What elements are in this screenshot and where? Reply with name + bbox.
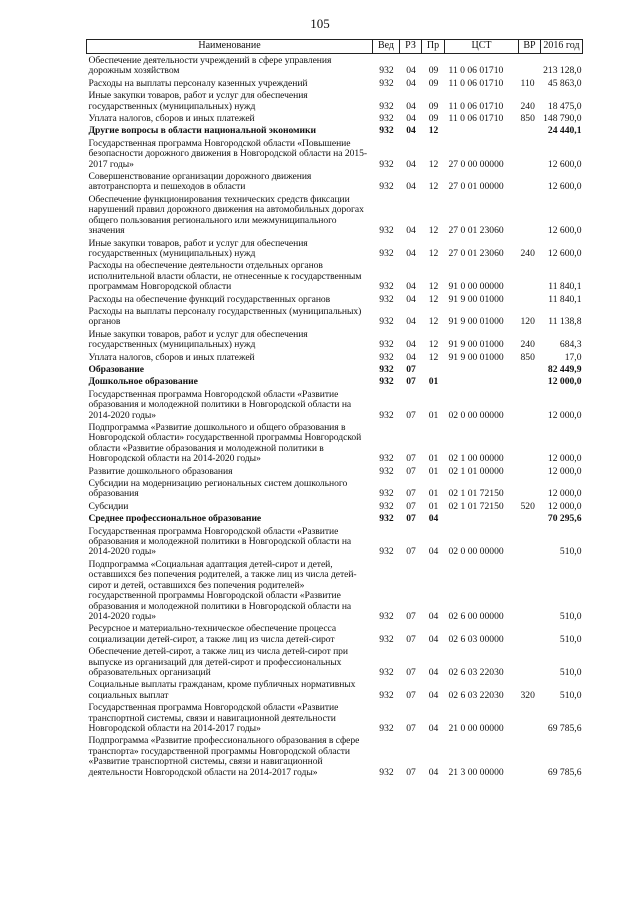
cell-cst: 27 0 01 00000 — [448, 181, 504, 193]
table-row — [87, 513, 583, 525]
cell-ved: 932 — [379, 158, 394, 170]
cell-cst: 02 1 01 72150 — [448, 488, 504, 500]
cell-vr — [519, 54, 541, 78]
table-row — [87, 376, 583, 388]
table-row — [87, 478, 583, 501]
cell-cst: 91 9 00 01000 — [448, 339, 504, 351]
cell-name: Расходы на обеспечение функций государственных органов — [88, 293, 331, 305]
table-row — [87, 113, 583, 125]
cell-sum: 18 475,0 — [547, 100, 582, 112]
table-row — [87, 78, 583, 90]
cell-sum: 12 000,0 — [547, 376, 582, 388]
cell-ved: 932 — [379, 465, 394, 477]
cell-cst: 91 9 00 01000 — [448, 316, 504, 328]
cell-vr — [519, 138, 541, 171]
cell-vr — [519, 623, 541, 646]
cell-rz: 04 — [406, 293, 416, 305]
cell-ved: 932 — [379, 363, 394, 375]
cell-cst: 02 1 01 72150 — [448, 500, 504, 512]
cell-ved: 932 — [379, 376, 394, 388]
cell-vr — [519, 194, 541, 238]
cell-pr: 09 — [428, 113, 439, 125]
cell-pr: 12 — [428, 125, 439, 137]
table-row — [87, 54, 583, 78]
cell-ved: 932 — [379, 500, 394, 512]
cell-name: Расходы на выплаты персоналу государственных (муниципальных) органов — [88, 305, 362, 328]
cell-name: Расходы на обеспечение деятельности отдельных органов исполнительной власти области, не отнесенные к государственным программам Новгородской области — [88, 260, 362, 293]
cell-pr: 09 — [428, 65, 439, 77]
cell-rz: 07 — [406, 766, 416, 778]
cell-ved: 932 — [379, 722, 394, 734]
cell-sum: 45 863,0 — [547, 77, 582, 89]
cell-sum: 11 138,8 — [548, 316, 582, 328]
cell-rz: 07 — [406, 453, 416, 465]
cell-pr: 12 — [428, 316, 439, 328]
cell-sum: 12 000,0 — [547, 453, 582, 465]
cell-ved: 932 — [379, 339, 394, 351]
cell-cst: 11 0 06 01710 — [448, 77, 504, 89]
cell-vr — [519, 376, 541, 388]
cell-name: Обеспечение функционирования технических средств фиксации нарушений правил дорожного движения на автомобильных дорогах общего пользования регионального или межмуниципального значения — [88, 193, 364, 237]
cell-name: Иные закупки товаров, работ и услуг для обеспечения государственных (муниципальных) нужд — [88, 328, 308, 351]
cell-name: Подпрограмма «Развитие профессионального образования в сфере транспорта» государственной программы Новгородской области «Развитие транспортной системы, связи и навигационной деятельности Новгородской области на 2014-2017 годы» — [88, 735, 360, 778]
cell-rz: 04 — [406, 225, 416, 237]
cell-pr: 12 — [428, 281, 439, 293]
cell-name: Образование — [88, 363, 144, 375]
cell-pr: 12 — [428, 181, 439, 193]
cell-pr: 12 — [428, 293, 439, 305]
cell-vr — [519, 466, 541, 478]
cell-ved: 932 — [379, 77, 394, 89]
cell-pr: 04 — [428, 546, 439, 558]
cell-cst: 02 1 01 00000 — [448, 465, 504, 477]
cell-name: Иные закупки товаров, работ и услуг для обеспечения государственных (муниципальных) нужд — [88, 237, 308, 259]
cell-rz: 04 — [406, 351, 416, 363]
cell-sum: 510,0 — [559, 689, 582, 701]
cell-cst: 91 9 00 01000 — [448, 293, 504, 305]
cell-name: Обеспечение детей-сирот, а также лиц из числа детей-сирот при выпуске из организаций для детей-сирот и профессиональных образовательных организаций — [88, 646, 349, 678]
table-row — [87, 294, 583, 306]
table-row — [87, 623, 583, 646]
cell-name: Совершенствование организации дорожного движения автотранспорта и пешеходов в области — [88, 171, 312, 193]
cell-pr: 09 — [428, 77, 439, 89]
cell-cst: 11 0 06 01710 — [448, 65, 504, 77]
table-row — [87, 466, 583, 478]
cell-vr: 240 — [520, 100, 535, 112]
cell-ved: 932 — [379, 610, 394, 622]
cell-sum: 510,0 — [559, 546, 582, 558]
cell-ved: 932 — [379, 281, 394, 293]
cell-rz: 07 — [406, 376, 416, 388]
cell-rz: 04 — [406, 158, 416, 170]
cell-sum: 82 449,9 — [547, 363, 582, 375]
cell-rz: 07 — [406, 513, 416, 525]
cell-rz: 07 — [406, 610, 416, 622]
cell-cst: 02 6 03 22030 — [448, 666, 504, 678]
cell-pr: 01 — [428, 376, 439, 388]
cell-ved: 932 — [379, 125, 394, 137]
cell-sum: 69 785,6 — [547, 722, 582, 734]
table-row — [87, 125, 583, 137]
table-row — [87, 559, 583, 623]
cell-vr: 850 — [520, 113, 535, 125]
cell-name: Другие вопросы в области национальной экономики — [88, 125, 316, 137]
header-pr: Пр — [422, 40, 445, 54]
cell-sum: 12 000,0 — [547, 409, 582, 421]
table-row — [87, 364, 583, 376]
cell-rz: 07 — [406, 500, 416, 512]
cell-rz: 04 — [406, 125, 416, 137]
cell-name: Государственная программа Новгородской области «Повышение безопасности дорожного движения в Новгородской области на 2015-2017 годы» — [88, 137, 367, 170]
cell-name: Дошкольное образование — [88, 376, 198, 388]
cell-name: Субсидии — [88, 500, 129, 512]
cell-vr: 120 — [520, 316, 535, 328]
cell-pr: 01 — [428, 465, 439, 477]
budget-table — [86, 39, 583, 779]
table-row — [87, 138, 583, 171]
cell-cst — [445, 125, 519, 137]
table-row — [87, 238, 583, 261]
cell-sum: 12 600,0 — [547, 181, 582, 193]
cell-sum: 684,3 — [559, 339, 582, 351]
cell-rz: 04 — [406, 113, 416, 125]
cell-name: Иные закупки товаров, работ и услуг для обеспечения государственных (муниципальных) нужд — [88, 90, 308, 112]
header-name: Наименование — [87, 40, 373, 54]
cell-ved: 932 — [379, 633, 394, 645]
cell-ved: 932 — [379, 293, 394, 305]
cell-cst: 11 0 06 01710 — [448, 113, 504, 125]
cell-vr: 240 — [520, 339, 535, 351]
budget-table-container — [86, 39, 582, 779]
cell-ved: 932 — [379, 247, 394, 259]
cell-cst: 02 6 03 00000 — [448, 633, 504, 645]
cell-sum: 11 840,1 — [548, 281, 582, 293]
cell-pr: 12 — [428, 225, 439, 237]
cell-cst: 02 6 03 22030 — [448, 689, 504, 701]
cell-ved: 932 — [379, 316, 394, 328]
cell-cst: 27 0 01 23060 — [448, 247, 504, 259]
cell-rz: 04 — [406, 339, 416, 351]
cell-cst: 27 0 01 23060 — [448, 225, 504, 237]
cell-ved: 932 — [379, 766, 394, 778]
table-row — [87, 260, 583, 293]
cell-ved: 932 — [379, 513, 394, 525]
cell-pr: 12 — [428, 351, 439, 363]
cell-pr: 12 — [428, 158, 439, 170]
table-row — [87, 329, 583, 352]
cell-pr: 01 — [428, 500, 439, 512]
table-row — [87, 90, 583, 113]
cell-rz: 07 — [406, 546, 416, 558]
cell-rz: 07 — [406, 633, 416, 645]
cell-pr: 01 — [428, 488, 439, 500]
cell-vr — [519, 260, 541, 293]
cell-name: Уплата налогов, сборов и иных платежей — [88, 351, 255, 363]
cell-sum: 148 790,0 — [543, 113, 582, 125]
cell-name: Подпрограмма «Социальная адаптация детей-сирот и детей, оставшихся без попечения родителей, а также лиц из числа детей-сирот и детей, оставшихся без попечения родителей» государственной программы Новгородской области «Развитие образования и молодежной политики в Новгородской области на 2014-2020 годы» — [88, 558, 357, 622]
cell-rz: 07 — [406, 689, 416, 701]
cell-sum: 69 785,6 — [547, 766, 582, 778]
table-row — [87, 389, 583, 422]
cell-vr — [519, 513, 541, 525]
cell-ved: 932 — [379, 666, 394, 678]
cell-vr — [519, 646, 541, 679]
cell-sum: 12 000,0 — [547, 500, 582, 512]
cell-sum: 12 600,0 — [547, 225, 582, 237]
cell-sum: 12 000,0 — [547, 488, 582, 500]
cell-vr: 850 — [520, 351, 535, 363]
cell-vr — [519, 526, 541, 559]
cell-pr — [422, 364, 445, 376]
cell-cst: 91 9 00 01000 — [448, 351, 504, 363]
page-number: 105 — [310, 16, 330, 31]
cell-rz: 07 — [406, 488, 416, 500]
cell-name: Среднее профессиональное образование — [88, 513, 262, 525]
table-row — [87, 679, 583, 702]
cell-cst — [445, 513, 519, 525]
cell-name: Государственная программа Новгородской области «Развитие образования и молодежной политики в Новгородской области на 2014-2020 годы» — [88, 388, 352, 421]
cell-name: Расходы на выплаты персоналу казенных учреждений — [88, 77, 308, 89]
cell-vr: 240 — [520, 247, 535, 259]
cell-pr: 04 — [428, 610, 439, 622]
cell-name: Социальные выплаты гражданам, кроме публичных нормативных социальных выплат — [88, 679, 356, 701]
cell-cst: 02 6 00 00000 — [448, 610, 504, 622]
cell-name: Обеспечение деятельности учреждений в сфере управления дорожным хозяйством — [88, 55, 332, 77]
cell-sum: 17,0 — [564, 351, 582, 363]
cell-rz: 04 — [406, 181, 416, 193]
cell-sum: 213 128,0 — [543, 65, 582, 77]
table-row — [87, 646, 583, 679]
cell-pr: 09 — [428, 100, 439, 112]
cell-sum: 510,0 — [559, 633, 582, 645]
cell-pr: 04 — [428, 513, 439, 525]
cell-rz: 04 — [406, 247, 416, 259]
cell-cst: 11 0 06 01710 — [448, 100, 504, 112]
cell-vr: 320 — [520, 689, 535, 701]
cell-sum: 12 600,0 — [547, 158, 582, 170]
cell-name: Уплата налогов, сборов и иных платежей — [88, 113, 255, 125]
cell-pr: 04 — [428, 722, 439, 734]
cell-sum: 11 840,1 — [548, 293, 582, 305]
cell-vr — [519, 125, 541, 137]
cell-ved: 932 — [379, 65, 394, 77]
cell-ved: 932 — [379, 546, 394, 558]
cell-ved: 932 — [379, 225, 394, 237]
cell-cst: 21 0 00 00000 — [448, 722, 504, 734]
table-row — [87, 306, 583, 329]
table-row — [87, 352, 583, 364]
cell-rz: 07 — [406, 409, 416, 421]
cell-cst — [445, 376, 519, 388]
cell-sum: 12 600,0 — [547, 247, 582, 259]
cell-sum: 70 295,6 — [547, 513, 582, 525]
cell-cst: 02 1 00 00000 — [448, 453, 504, 465]
cell-vr — [519, 389, 541, 422]
cell-pr: 01 — [428, 453, 439, 465]
cell-pr: 04 — [428, 766, 439, 778]
cell-name: Государственная программа Новгородской области «Развитие образования и молодежной политики в Новгородской области на 2014-2020 годы» — [88, 525, 352, 558]
table-row — [87, 735, 583, 779]
cell-vr — [519, 364, 541, 376]
cell-name: Государственная программа Новгородской области «Развитие транспортной системы, связи и навигационной деятельности Новгородской области на 2014-2017 годы» — [88, 702, 339, 734]
cell-pr: 12 — [428, 247, 439, 259]
cell-pr: 04 — [428, 689, 439, 701]
cell-pr: 01 — [428, 409, 439, 421]
table-row — [87, 702, 583, 735]
cell-rz: 07 — [406, 722, 416, 734]
cell-name: Развитие дошкольного образования — [88, 465, 233, 477]
cell-vr — [519, 478, 541, 501]
cell-pr: 12 — [428, 339, 439, 351]
header-rz: РЗ — [400, 40, 422, 54]
cell-vr — [519, 171, 541, 194]
cell-name: Подпрограмма «Развитие дошкольного и общего образования в Новгородской области» государственной программы Новгородской области «Развитие образования и молодежной политики в Новгородской области на 2014-2020 годы» — [88, 422, 362, 465]
header-ved: Вед — [373, 40, 400, 54]
cell-ved: 932 — [379, 453, 394, 465]
cell-name: Субсидии на модернизацию региональных систем дошкольного образования — [88, 478, 348, 500]
cell-name: Ресурсное и материально-техническое обеспечение процесса социализации детей-сирот, а также лиц из числа детей-сирот — [88, 623, 337, 645]
table-row — [87, 422, 583, 466]
cell-sum: 24 440,1 — [547, 125, 582, 137]
table-row — [87, 194, 583, 238]
cell-sum: 510,0 — [559, 666, 582, 678]
cell-cst: 27 0 00 00000 — [448, 158, 504, 170]
cell-cst: 02 0 00 00000 — [448, 409, 504, 421]
header-sum: 2016 год — [541, 40, 583, 54]
cell-ved: 932 — [379, 689, 394, 701]
cell-vr — [519, 559, 541, 623]
cell-vr — [519, 702, 541, 735]
table-header-row — [87, 40, 583, 54]
header-vr: ВР — [519, 40, 541, 54]
cell-sum: 510,0 — [559, 610, 582, 622]
cell-ved: 932 — [379, 100, 394, 112]
header-cst: ЦСТ — [445, 40, 519, 54]
table-row — [87, 501, 583, 513]
cell-cst: 02 0 00 00000 — [448, 546, 504, 558]
cell-cst: 91 0 00 00000 — [448, 281, 504, 293]
table-row — [87, 171, 583, 194]
table-body — [87, 54, 583, 780]
cell-ved: 932 — [379, 181, 394, 193]
cell-vr: 520 — [520, 500, 535, 512]
cell-rz: 04 — [406, 100, 416, 112]
cell-rz: 07 — [406, 666, 416, 678]
cell-ved: 932 — [379, 113, 394, 125]
cell-ved: 932 — [379, 409, 394, 421]
cell-rz: 04 — [406, 77, 416, 89]
cell-rz: 04 — [406, 316, 416, 328]
cell-sum: 12 000,0 — [547, 465, 582, 477]
cell-vr — [519, 422, 541, 466]
cell-ved: 932 — [379, 488, 394, 500]
cell-cst — [445, 364, 519, 376]
cell-cst: 21 3 00 00000 — [448, 766, 504, 778]
cell-pr: 04 — [428, 666, 439, 678]
cell-vr: 110 — [520, 77, 535, 89]
table-row — [87, 526, 583, 559]
cell-rz: 04 — [406, 65, 416, 77]
cell-rz: 07 — [406, 363, 416, 375]
cell-vr — [519, 735, 541, 779]
cell-vr — [519, 294, 541, 306]
cell-rz: 07 — [406, 465, 416, 477]
cell-ved: 932 — [379, 351, 394, 363]
cell-rz: 04 — [406, 281, 416, 293]
cell-pr: 04 — [428, 633, 439, 645]
